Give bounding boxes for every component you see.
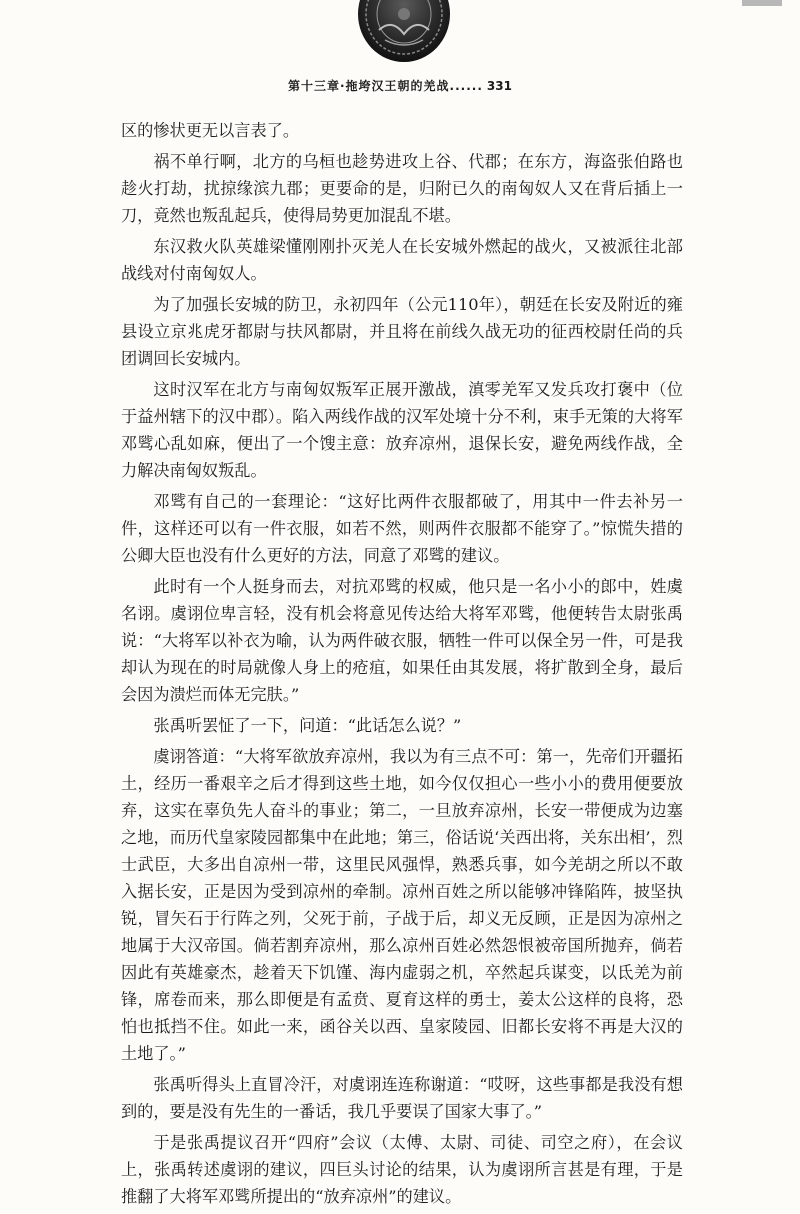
paragraph: 祸不单行啊，北方的乌桓也趁势进攻上谷、代郡；在东方，海盗张伯路也趁火打劫，扰掠缘滨九郡；更要命的是，归附已久的南匈奴人又在背后插上一刀，竟然也叛乱起兵，使得局势更加混乱不堪。 [121,152,683,225]
paragraph: 为了加强长安城的防卫，永初四年（公元110年），朝廷在长安及附近的雍县设立京兆虎牙都尉与扶风都尉，并且将在前线久战无功的征西校尉任尚的兵团调回长安城内。 [121,295,683,368]
paragraph: 东汉救火队英雄梁懂刚刚扑灭羌人在长安城外燃起的战火，又被派往北部战线对付南匈奴人。 [121,237,683,283]
page-number: 331 [486,79,512,93]
paragraph: 此时有一个人挺身而去，对抗邓骘的权威，他只是一名小小的郎中，姓虞名诩。虞诩位卑言轻，没有机会将意见传达给大将军邓骘，他便转告太尉张禹说：“大将军以补衣为喻，认为两件破衣服，牺牲一件可以保全另一件，可是我却认为现在的时局就像人身上的疮疽，如果任由其发展，将扩散到全身，最后会因为溃烂而体无完肤。” [121,577,683,704]
paragraph: 张禹听得头上直冒冷汗，对虞诩连连称谢道：“哎呀，这些事都是我没有想到的，要是没有先生的一番话，我几乎要误了国家大事了。” [121,1075,683,1121]
paragraph: 这时汉军在北方与南匈奴叛军正展开激战，滇零羌军又发兵攻打褒中（位于益州辖下的汉中郡）。陷入两线作战的汉军处境十分不利，束手无策的大将军邓骘心乱如麻，便出了一个馊主意：放弃凉州，退保长安，避免两线作战，全力解决南匈奴叛乱。 [121,380,683,480]
paragraph: 张禹听罢怔了一下，问道：“此话怎么说？” [153,716,462,735]
page-corner-mark [742,0,782,6]
paragraph: 虞诩答道：“大将军欲放弃凉州，我以为有三点不可：第一，先帝们开疆拓土，经历一番艰辛之后才得到这些土地，如今仅仅担心一些小小的费用便要放弃，这实在辜负先人奋斗的事业；第二，一旦放弃凉州，长安一带便成为边塞之地，而历代皇家陵园都集中在此地；第三，俗话说‘关西出将，关东出相’，烈士武臣，大多出自凉州一带，这里民风强悍，熟悉兵事，如今羌胡之所以不敢入据长安，正是因为受到凉州的牵制。凉州百姓之所以能够冲锋陷阵，披坚执锐，冒矢石于行阵之列，父死于前，子战于后，却义无反顾，正是因为凉州之地属于大汉帝国。倘若割弃凉州，那么凉州百姓必然怨恨被帝国所抛弃，倘若因此有英雄豪杰，趁着天下饥馑、海内虚弱之机，卒然起兵谋变，以氐羌为前锋，席卷而来，那么即便是有孟贲、夏育这样的勇士，姜太公这样的良将，恐怕也抵挡不住。如此一来，函谷关以西、皇家陵园、旧都长安将不再是大汉的土地了。” [121,747,683,1063]
running-header [0,77,800,94]
paragraph: 于是张禹提议召开“四府”会议（太傅、太尉、司徒、司空之府），在会议上，张禹转述虞诩的建议，四巨头讨论的结果，认为虞诩所言甚是有理，于是推翻了大将军邓骘所提出的“放弃凉州”的建议。 [121,1133,683,1206]
bronze-mirror-emblem-icon [357,0,451,64]
paragraph: 区的惨状更无以言表了。 [121,121,300,140]
body-text [121,117,683,1214]
paragraph: 邓骘有自己的一套理论：“这好比两件衣服都破了，用其中一件去补另一件，这样还可以有一件衣服，如若不然，则两件衣服都不能穿了。”惊慌失措的公卿大臣也没有什么更好的方法，同意了邓骘的建议。 [121,492,683,565]
chapter-title: 第十三章·拖垮汉王朝的羌战...... [288,79,483,93]
